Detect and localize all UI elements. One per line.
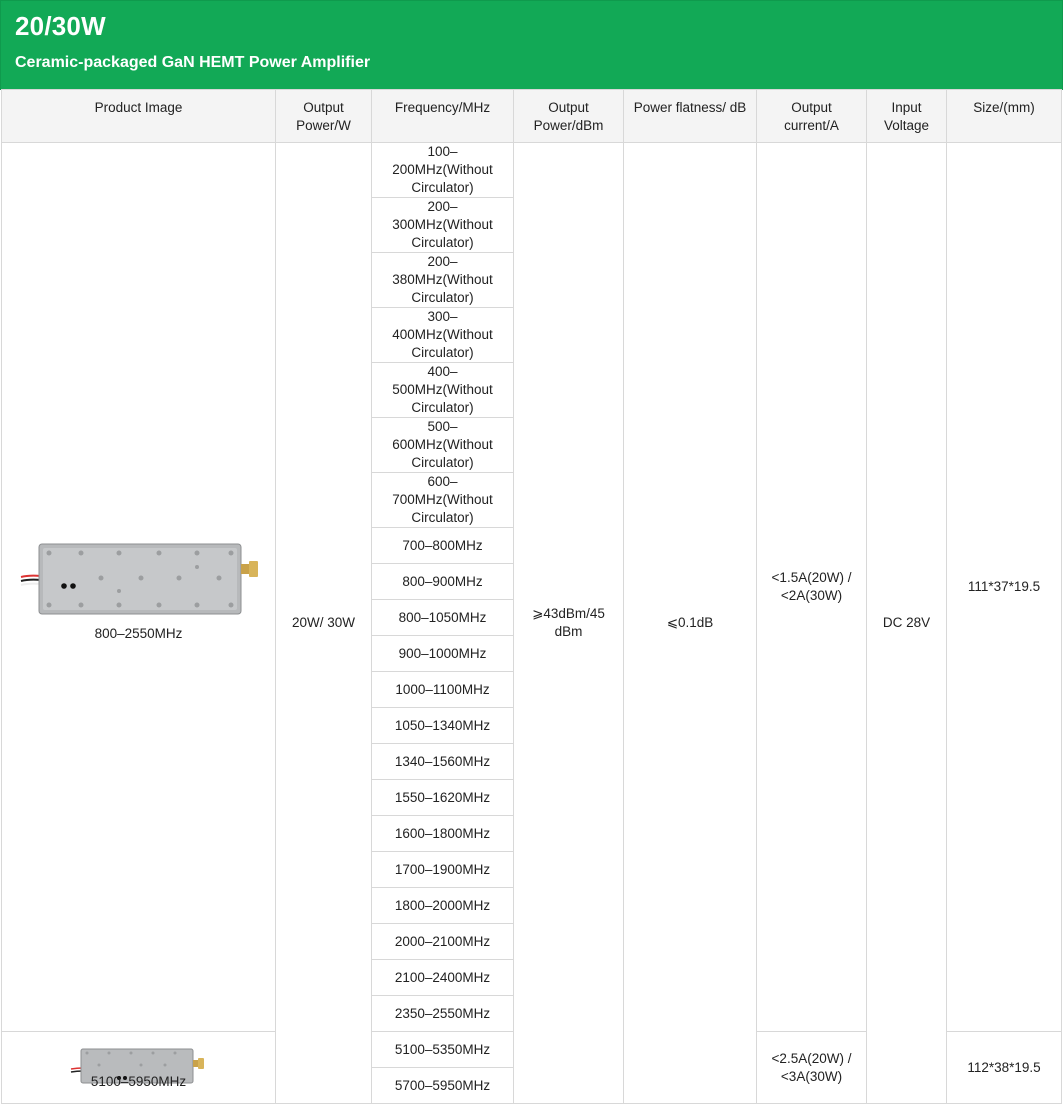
frequency-cell: 800–900MHz <box>372 564 514 600</box>
power-amplifier-module-image <box>19 531 259 617</box>
frequency-cell: 500–600MHz(Without Circulator) <box>372 418 514 473</box>
size-cell: 111*37*19.5 <box>947 143 1062 1032</box>
column-header: Output Power/dBm <box>514 90 624 143</box>
frequency-cell: 100–200MHz(Without Circulator) <box>372 143 514 198</box>
frequency-cell: 5100–5350MHz <box>372 1032 514 1068</box>
column-header: Output Power/W <box>276 90 372 143</box>
table-header-row <box>2 90 1062 143</box>
title-banner <box>0 0 1063 90</box>
column-header: Output current/A <box>757 90 867 143</box>
page-subtitle: Ceramic-packaged GaN HEMT Power Amplifier <box>15 54 371 71</box>
frequency-cell: 300–400MHz(Without Circulator) <box>372 308 514 363</box>
column-header: Input Voltage <box>867 90 947 143</box>
column-header: Power flatness/ dB <box>624 90 757 143</box>
frequency-cell: 400–500MHz(Without Circulator) <box>372 363 514 418</box>
frequency-cell: 1550–1620MHz <box>372 780 514 816</box>
table-row <box>2 143 1062 198</box>
frequency-cell: 600–700MHz(Without Circulator) <box>372 473 514 528</box>
column-header: Size/(mm) <box>947 90 1062 143</box>
product-image-cell <box>2 143 276 1032</box>
power-flatness-cell: ⩽0.1dB <box>624 143 757 1104</box>
frequency-cell: 2000–2100MHz <box>372 924 514 960</box>
column-header: Frequency/MHz <box>372 90 514 143</box>
frequency-cell: 2350–2550MHz <box>372 996 514 1032</box>
frequency-cell: 200–300MHz(Without Circulator) <box>372 198 514 253</box>
frequency-cell: 1700–1900MHz <box>372 852 514 888</box>
size-cell: 112*38*19.5 <box>947 1032 1062 1104</box>
frequency-cell: 700–800MHz <box>372 528 514 564</box>
frequency-cell: 1050–1340MHz <box>372 708 514 744</box>
output-power-dbm-cell: ⩾43dBm/45 dBm <box>514 143 624 1104</box>
frequency-cell: 1340–1560MHz <box>372 744 514 780</box>
product-image-cell <box>2 1032 276 1104</box>
frequency-cell: 1000–1100MHz <box>372 672 514 708</box>
product-caption: 5100–5950MHz <box>90 1073 187 1089</box>
frequency-cell: 1800–2000MHz <box>372 888 514 924</box>
frequency-cell: 5700–5950MHz <box>372 1068 514 1104</box>
output-current-cell: <1.5A(20W) / <2A(30W) <box>757 143 867 1032</box>
product-caption: 800–2550MHz <box>94 626 183 641</box>
frequency-cell: 800–1050MHz <box>372 600 514 636</box>
frequency-cell: 2100–2400MHz <box>372 960 514 996</box>
spec-table <box>1 89 1062 1104</box>
frequency-cell: 1600–1800MHz <box>372 816 514 852</box>
column-header: Product Image <box>2 90 276 143</box>
output-power-w-cell: 20W/ 30W <box>276 143 372 1104</box>
page-title: 20/30W <box>15 11 106 41</box>
frequency-cell: 200–380MHz(Without Circulator) <box>372 253 514 308</box>
input-voltage-cell: DC 28V <box>867 143 947 1104</box>
frequency-cell: 900–1000MHz <box>372 636 514 672</box>
output-current-cell: <2.5A(20W) / <3A(30W) <box>757 1032 867 1104</box>
